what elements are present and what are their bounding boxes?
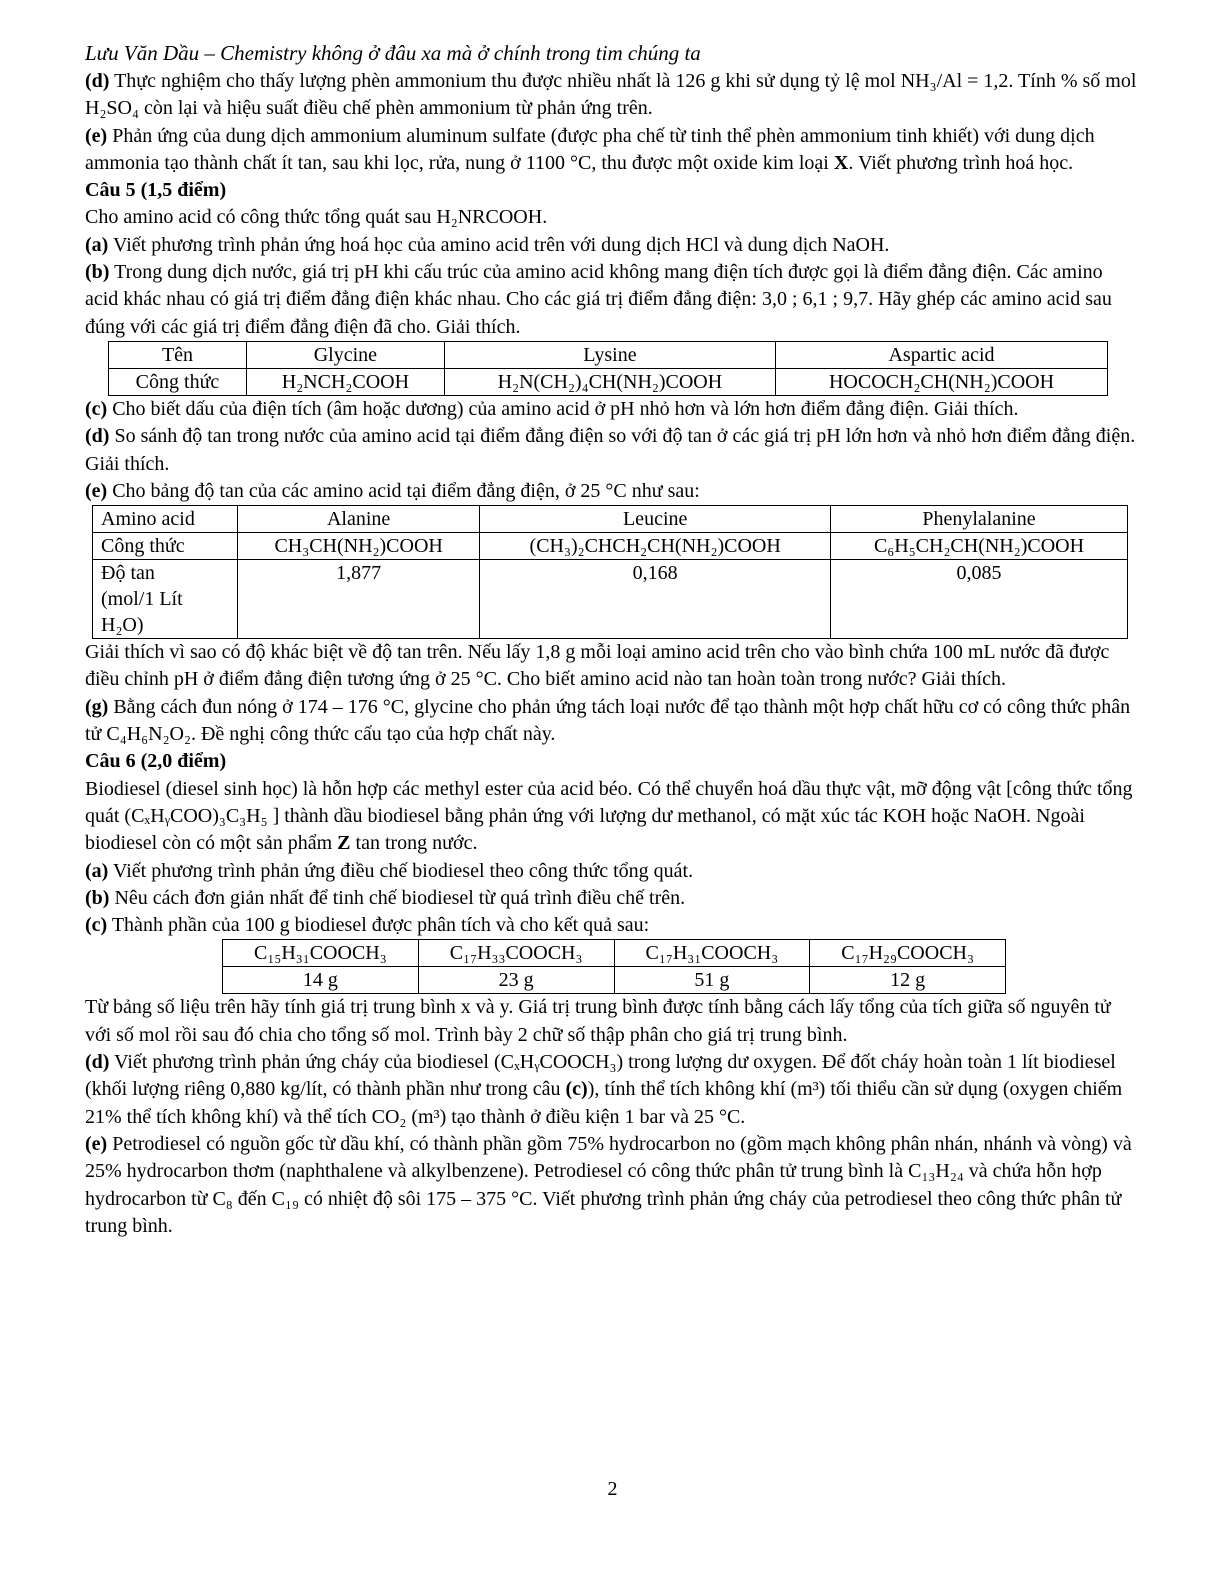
sol-header-2: (mol/1 Lít	[101, 588, 183, 611]
table-cell: 23 g	[418, 967, 614, 994]
table-cell: C₁₅H₃₁COOCH₃	[223, 940, 419, 967]
page-header: Lưu Văn Dầu – Chemistry không ở đâu xa mà ở chính trong tim chúng ta	[85, 41, 701, 65]
q6-c-text: Thành phần của 100 g biodiesel được phân tích và cho kết quả sau:	[111, 914, 650, 937]
q6-c-label: (c)	[85, 914, 108, 937]
q6-title: Câu 6 (2,0 điểm)	[85, 750, 227, 773]
q5-part-e	[85, 478, 1140, 505]
table-cell: 51 g	[614, 967, 810, 994]
table-cell	[93, 560, 238, 639]
q6-part-e	[85, 1131, 1140, 1240]
page-number: 2	[607, 1478, 618, 1500]
q5-part-g	[85, 694, 1140, 749]
q6-a-text: Viết phương trình phản ứng điều chế biodiesel theo công thức tổng quát.	[112, 859, 694, 882]
q5-d-text: So sánh độ tan trong nước của amino acid tại điểm đẳng điện so với độ tan ở các giá trị pH lớn hơn và nhỏ hơn điểm đẳng điện. Giải thích.	[85, 425, 1136, 475]
table-cell: Phenylalanine	[831, 506, 1128, 533]
table-row	[93, 533, 1128, 560]
table-cell: C₁₇H₃₃COOCH₃	[418, 940, 614, 967]
table-cell: Glycine	[246, 341, 444, 368]
q4-e-text1: Phản ứng của dung dịch ammonium aluminum sulfate (được pha chế từ tinh thể phèn ammonium tinh khiết) với dung dịch ammonia tạo thành chất ít tan, sau khi lọc, rửa, nung ở 1100 °C, thu được một oxide kim loại	[85, 124, 1095, 174]
q5-part-a	[85, 232, 1140, 259]
sol-header-1: Độ tan	[101, 562, 155, 585]
q6-c-after: Từ bảng số liệu trên hãy tính giá trị trung bình x và y. Giá trị trung bình được tính bằng cách lấy tổng của tích giữa số nguyên tử với số mol rồi sau đó chia cho tổng số mol. Trình bày 2 chữ số thập phân cho giá trị trung bình.	[85, 996, 1111, 1046]
q6-part-c	[85, 912, 1140, 939]
q5-part-b	[85, 259, 1140, 341]
q6-e-text: Petrodiesel có nguồn gốc từ dầu khí, có thành phần gồm 75% hydrocarbon no (gồm mạch không phân nhán, nhánh và vòng) và 25% hydrocarbon thơm (naphthalene và alkylbenzene). Petrodiesel có công thức phân tử trung bình là C₁₃H₂₄ và chứa hỗn hợp hydrocarbon từ C₈ đến C₁₉ có nhiệt độ sôi 175 – 375 °C. Viết phương trình phản ứng cháy của petrodiesel theo công thức phân tử trung bình.	[85, 1132, 1132, 1237]
q5-a-text: Viết phương trình phản ứng hoá học của amino acid trên với dung dịch HCl và dung dịch NaOH.	[112, 233, 890, 256]
q6-part-b	[85, 885, 1140, 912]
q6-intro2: tan trong nước.	[355, 832, 478, 855]
isoelectric-table	[108, 341, 1108, 396]
table-row	[93, 506, 1128, 533]
q6-d-text1: Viết phương trình phản ứng cháy của biodiesel (CₓHᵧCOOCH₃) trong lượng dư oxygen. Để đốt cháy hoàn toàn 1 lít biodiesel (khối lượng riêng 0,880 kg/lít, có thành phần như trong câu	[85, 1051, 1116, 1101]
q6-intro	[85, 776, 1140, 858]
table-cell: 12 g	[810, 967, 1006, 994]
table-cell: C₁₇H₂₉COOCH₃	[810, 940, 1006, 967]
q6-z: Z	[337, 832, 351, 855]
table-cell: 1,877	[237, 560, 479, 639]
sol-header-3: H₂O)	[101, 614, 144, 637]
table-row	[223, 940, 1006, 967]
table-cell: (CH₃)₂CHCH₂CH(NH₂)COOH	[480, 533, 831, 560]
table-cell: 0,085	[831, 560, 1128, 639]
q5-e-label: (e)	[85, 479, 108, 502]
q5-c-text: Cho biết dấu của điện tích (âm hoặc dương) của amino acid ở pH nhỏ hơn và lớn hơn điểm đẳng điện. Giải thích.	[112, 397, 1019, 420]
table-cell: Alanine	[237, 506, 479, 533]
q6-part-a	[85, 858, 1140, 885]
table-cell: Lysine	[444, 341, 775, 368]
table-cell: Leucine	[480, 506, 831, 533]
table-cell: 14 g	[223, 967, 419, 994]
q5-d-label: (d)	[85, 425, 110, 448]
table-cell: 0,168	[480, 560, 831, 639]
q6-d-ref: (c)	[565, 1078, 588, 1101]
q6-intro1: Biodiesel (diesel sinh học) là hỗn hợp các methyl ester của acid béo. Có thể chuyển hoá dầu thực vật, mỡ động vật [công thức tổng quát (CₓHᵧCOO)₃C₃H₅ ] thành dầu biodiesel bằng phản ứng với lượng dư methanol, có mặt xúc tác KOH hoặc NaOH. Ngoài biodiesel còn có một sản phẩm	[85, 777, 1133, 855]
q5-c-label: (c)	[85, 397, 108, 420]
table-row	[223, 967, 1006, 994]
table-cell: Công thức	[93, 533, 238, 560]
q5-b-label: (b)	[85, 261, 110, 284]
q4-e-x: X	[833, 151, 849, 174]
q6-b-text: Nêu cách đơn giản nhất để tinh chế biodiesel từ quá trình điều chế trên.	[114, 886, 686, 909]
q5-g-label: (g)	[85, 695, 109, 718]
q5-a-label: (a)	[85, 233, 109, 256]
q5-part-d	[85, 423, 1140, 478]
q4-d-label: (d)	[85, 70, 110, 92]
q6-a-label: (a)	[85, 859, 109, 882]
table-cell: H₂NCH₂COOH	[246, 368, 444, 395]
q4-e-text2: . Viết phương trình hoá học.	[848, 151, 1074, 174]
q6-d-label: (d)	[85, 1051, 110, 1074]
table-cell: Công thức	[109, 368, 247, 395]
q5-g-text: Bằng cách đun nóng ở 174 – 176 °C, glycine cho phản ứng tách loại nước để tạo thành một hợp chất hữu cơ có công thức phân tử C₄H₆N₂O₂. Đề nghị công thức cấu tạo của hợp chất này.	[85, 695, 1131, 746]
q4-part-d	[85, 68, 1140, 123]
table-cell: HOCOCH₂CH(NH₂)COOH	[776, 368, 1108, 395]
q5-e-text: Cho bảng độ tan của các amino acid tại điểm đẳng điện, ở 25 °C như sau:	[112, 479, 700, 502]
q5-title: Câu 5 (1,5 điểm)	[85, 179, 227, 202]
q6-part-d	[85, 1049, 1140, 1131]
q4-d-text: Thực nghiệm cho thấy lượng phèn ammonium thu được nhiều nhất là 126 g khi sử dụng tỷ lệ mol NH₃/Al = 1,2. Tính % số mol H₂SO₄ còn lại và hiệu suất điều chế phèn ammonium từ phản ứng trên.	[85, 70, 1137, 120]
table-row	[109, 368, 1108, 395]
table-cell: Amino acid	[93, 506, 238, 533]
q6-e-label: (e)	[85, 1132, 108, 1155]
biodiesel-table	[222, 939, 1006, 994]
table-row	[93, 560, 1128, 639]
q6-d-text2: ), tính thể tích không khí (m³) tối thiểu cần sử dụng (oxygen chiếm 21% thể tích không khí) và thể tích CO₂ (m³) tạo thành ở điều kiện 1 bar và 25 °C.	[85, 1078, 1123, 1128]
table-cell: Tên	[109, 341, 247, 368]
table-cell: Aspartic acid	[776, 341, 1108, 368]
q5-e-after: Giải thích vì sao có độ khác biệt về độ tan trên. Nếu lấy 1,8 g mỗi loại amino acid trên cho vào bình chứa 100 mL nước đã được điều chỉnh pH ở điểm đẳng điện tương ứng ở 25 °C. Cho biết amino acid nào tan hoàn toàn trong nước? Giải thích.	[85, 641, 1110, 691]
table-cell: H₂N(CH₂)₄CH(NH₂)COOH	[444, 368, 775, 395]
q5-part-c	[85, 396, 1140, 423]
q4-part-e	[85, 123, 1140, 178]
table-row	[109, 341, 1108, 368]
table-cell: C₆H₅CH₂CH(NH₂)COOH	[831, 533, 1128, 560]
q6-b-label: (b)	[85, 886, 110, 909]
q5-intro: Cho amino acid có công thức tổng quát sau H₂NRCOOH.	[85, 206, 548, 229]
q4-e-label: (e)	[85, 124, 108, 147]
table-cell: C₁₇H₃₁COOCH₃	[614, 940, 810, 967]
document-page	[85, 38, 1140, 1240]
table-cell: CH₃CH(NH₂)COOH	[237, 533, 479, 560]
q5-b-text: Trong dung dịch nước, giá trị pH khi cấu trúc của amino acid không mang điện tích được gọi là điểm đẳng điện. Các amino acid khác nhau có giá trị điểm đẳng điện khác nhau. Cho các giá trị điểm đẳng điện: 3,0 ; 6,1 ; 9,7. Hãy ghép các amino acid sau đúng với các giá trị điểm đẳng điện đã cho. Giải thích.	[85, 261, 1112, 338]
solubility-table	[92, 505, 1128, 639]
